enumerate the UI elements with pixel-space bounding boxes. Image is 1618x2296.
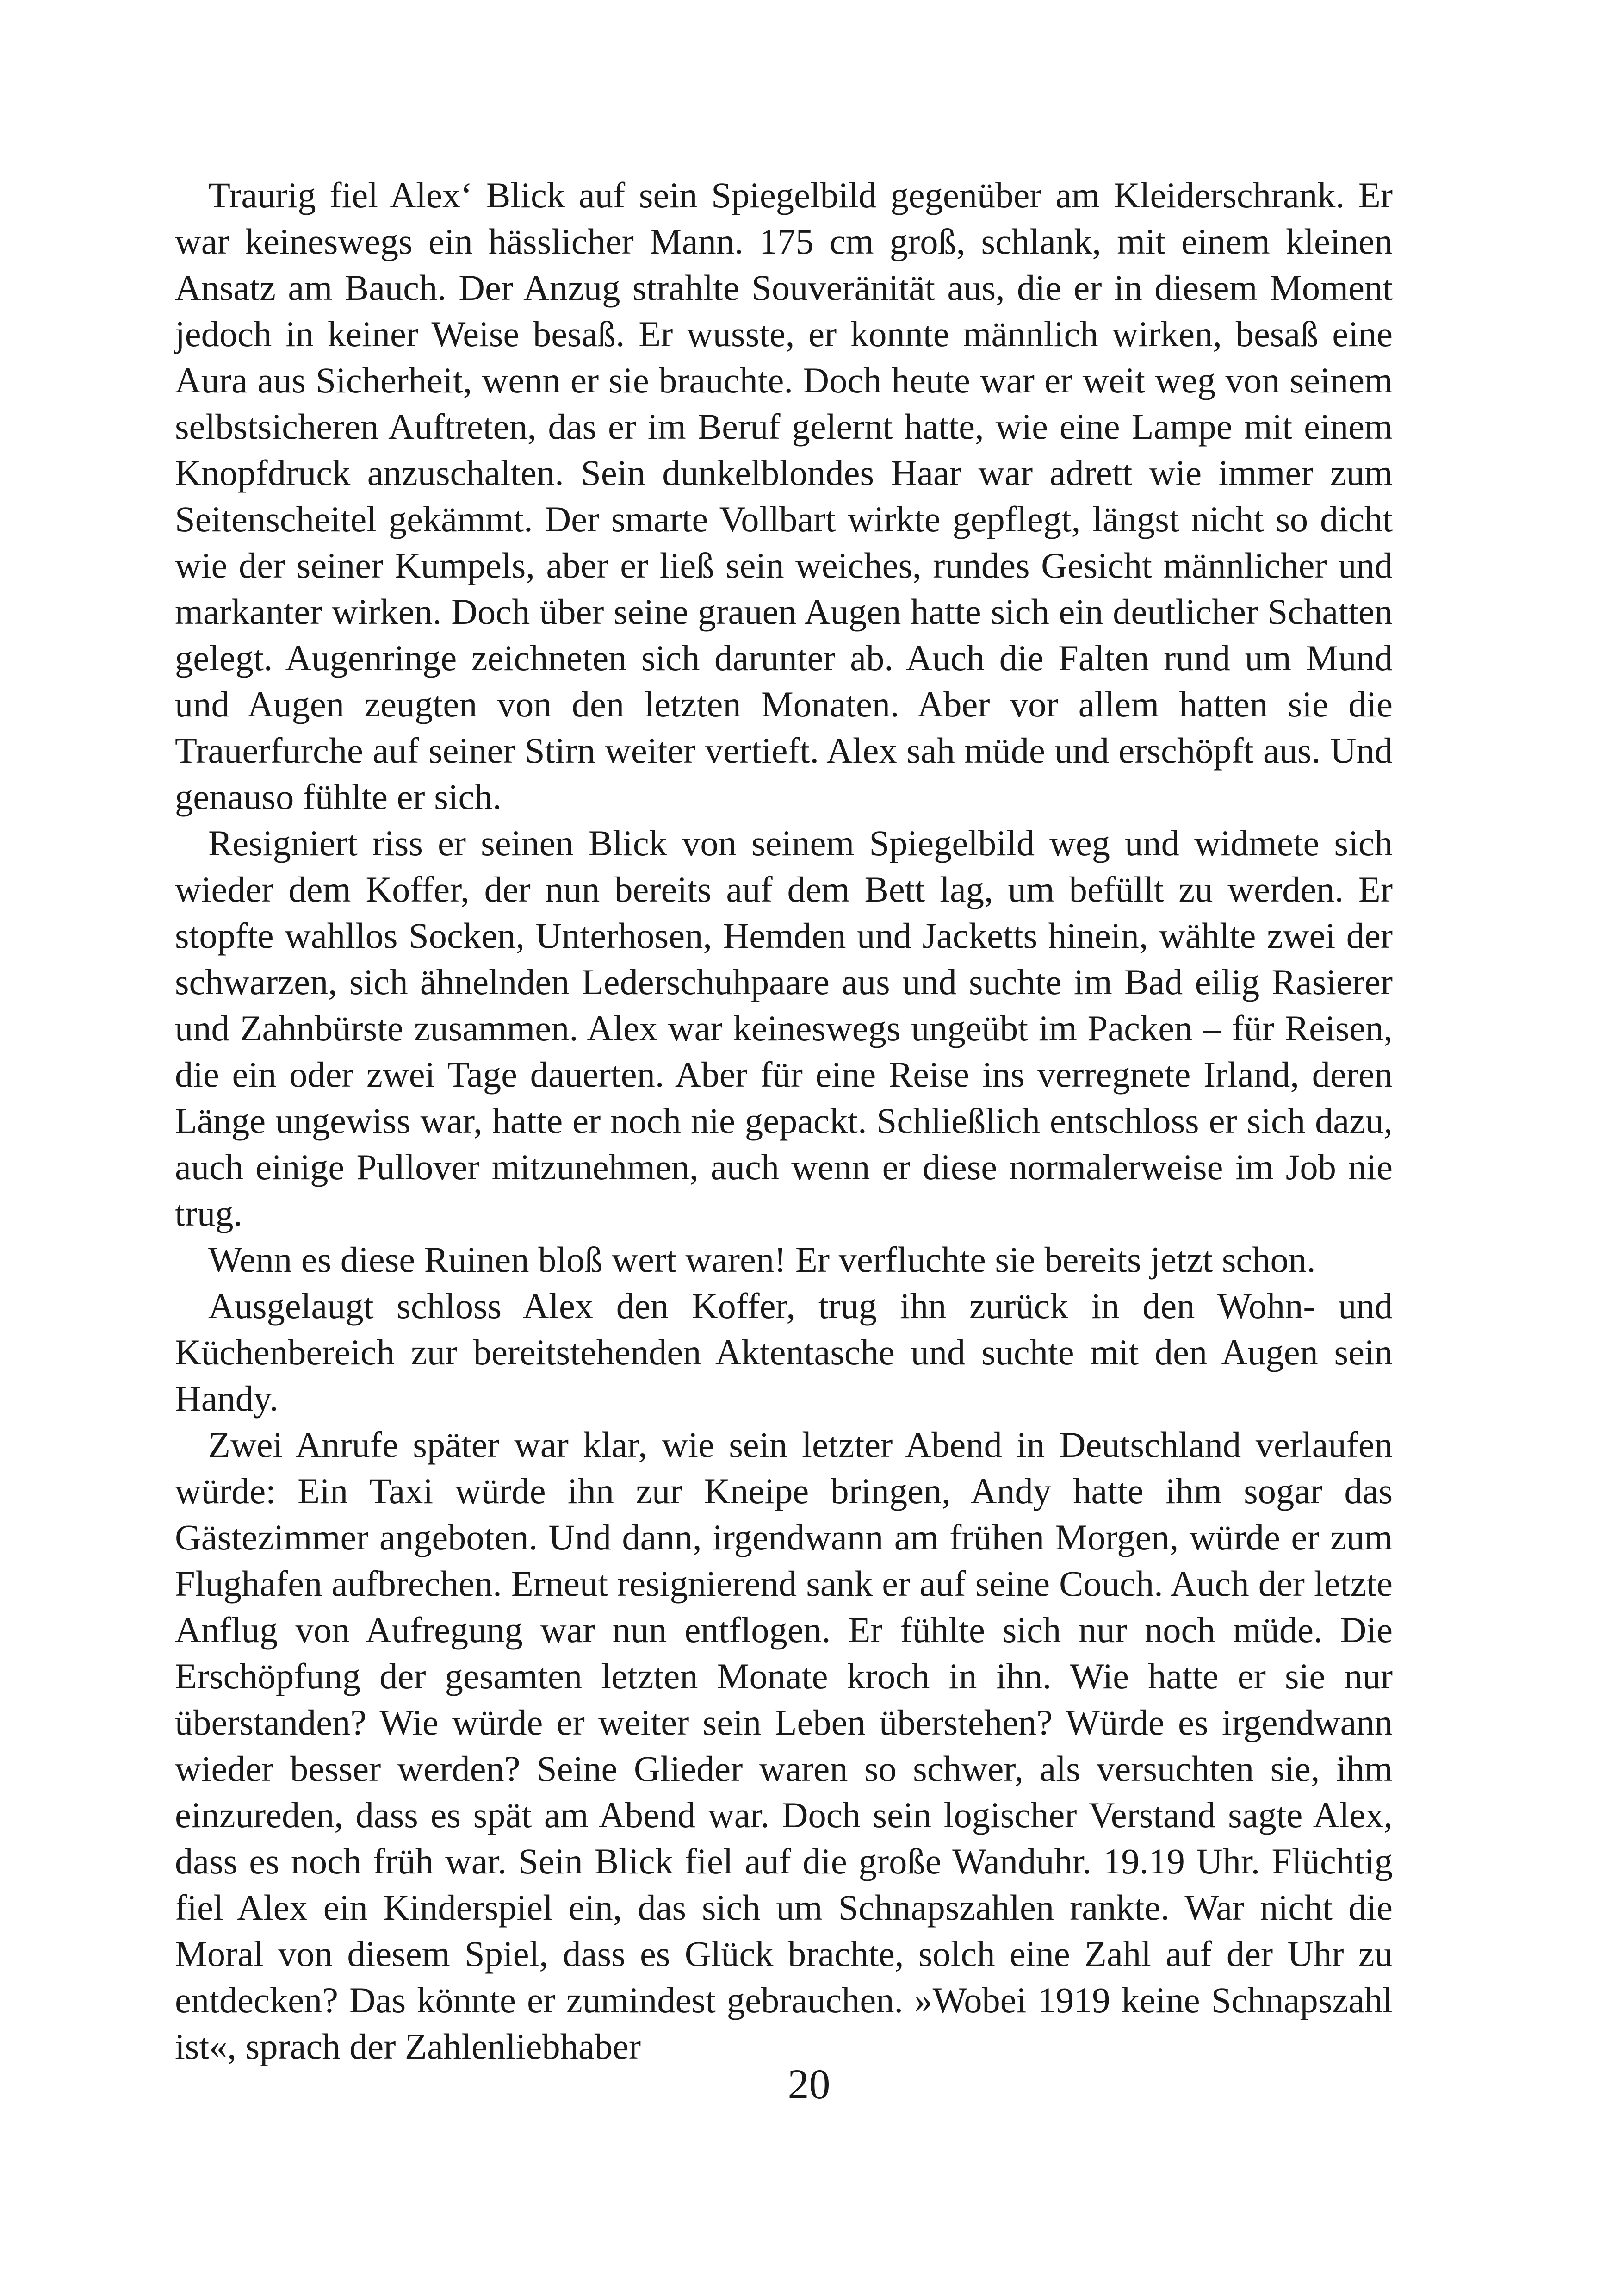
paragraph-4: Ausgelaugt schloss Alex den Koffer, trug ihn zurück in den Wohn- und Küchenbereich zur bereitstehenden Aktentasche und suchte mit den Augen sein Handy. [175,1286,1393,1419]
page-number: 20 [787,2060,831,2108]
paragraph-3: Wenn es diese Ruinen bloß wert waren! Er verfluchte sie bereits jetzt schon. [208,1239,1316,1280]
paragraph-5: Zwei Anrufe später war klar, wie sein letzter Abend in Deutschland verlaufen würde: Ein Taxi würde ihn zur Kneipe bringen, Andy hatte ihm sogar das Gästezimmer angeboten. Und dann, irgendwann am frühen Morgen, würde er zum Flughafen aufbrechen. Erneut resignierend sank er auf seine Couch. Auch der letzte Anflug von Aufregung war nun entflogen. Er fühlte sich nur noch müde. Die Erschöpfung der gesamten letzten Monate kroch in ihn. Wie hatte er sie nur überstanden? Wie würde er weiter sein Leben überstehen? Würde es irgendwann wieder besser werden? Seine Glieder waren so schwer, als versuchten sie, ihm einzureden, dass es spät am Abend war. Doch sein logischer Verstand sagte Alex, dass es noch früh war. Sein Blick fiel auf die große Wanduhr. 19.19 Uhr. Flüchtig fiel Alex ein Kinderspiel ein, das sich um Schnapszahlen rankte. War nicht die Moral von diesem Spiel, dass es Glück brachte, solch eine Zahl auf der Uhr zu entdecken? Das könnte er zumindest gebrauchen. »Wobei 1919 keine Schnapszahl ist«, sprach der Zahlenliebhaber [175,1425,1393,2066]
paragraph-1: Traurig fiel Alex‘ Blick auf sein Spiegelbild gegenüber am Kleiderschrank. Er war keineswegs ein hässlicher Mann. 175 cm groß, schlank, mit einem kleinen Ansatz am Bauch. Der Anzug strahlte Souveränität aus, die er in diesem Moment jedoch in keiner Weise besaß. Er wusste, er konnte männlich wirken, besaß eine Aura aus Sicherheit, wenn er sie brauchte. Doch heute war er weit weg von seinem selbstsicheren Auftreten, das er im Beruf gelernt hatte, wie eine Lampe mit einem Knopfdruck anzuschalten. Sein dunkelblondes Haar war adrett wie immer zum Seitenscheitel gekämmt. Der smarte Vollbart wirkte gepflegt, längst nicht so dicht wie der seiner Kumpels, aber er ließ sein weiches, rundes Gesicht männlicher und markanter wirken. Doch über seine grauen Augen hatte sich ein deutlicher Schatten gelegt. Augenringe zeichneten sich darunter ab. Auch die Falten rund um Mund und Augen zeugten von den letzten Monaten. Aber vor allem hatten sie die Trauerfurche auf seiner Stirn weiter vertieft. Alex sah müde und erschöpft aus. Und genauso fühlte er sich. [175,175,1393,817]
paragraph-2: Resigniert riss er seinen Blick von seinem Spiegelbild weg und widmete sich wieder dem Koffer, der nun bereits auf dem Bett lag, um befüllt zu werden. Er stopfte wahllos Socken, Unterhosen, Hemden und Jacketts hinein, wählte zwei der schwarzen, sich ähnelnden Lederschuhpaare aus und suchte im Bad eilig Rasierer und Zahnbürste zusammen. Alex war keineswegs ungeübt im Packen – für Reisen, die ein oder zwei Tage dauerten. Aber für eine Reise ins verregnete Irland, deren Länge ungewiss war, hatte er noch nie gepackt. Schließlich entschloss er sich dazu, auch einige Pullover mitzunehmen, auch wenn er diese normalerweise im Job nie trug. [175,823,1393,1233]
page-body [175,172,1393,2070]
